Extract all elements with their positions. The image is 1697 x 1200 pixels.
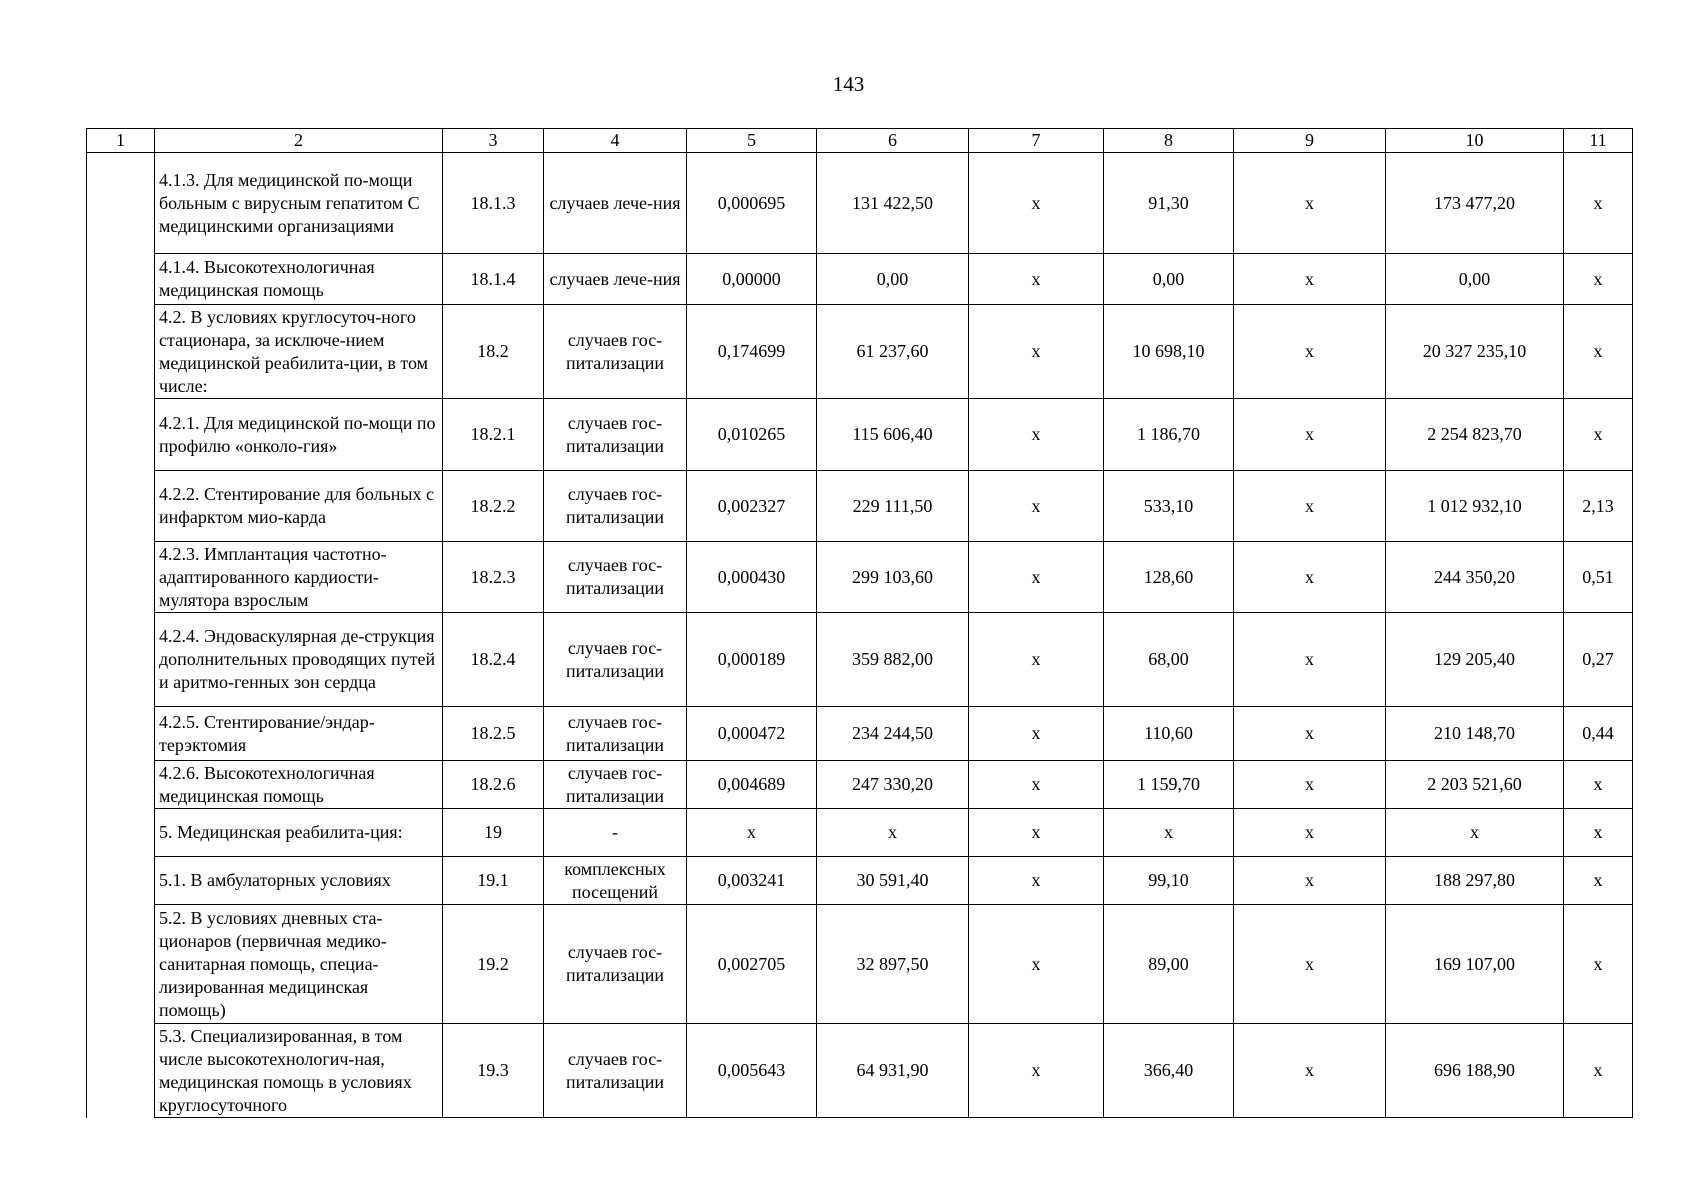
row-unit: - (544, 809, 687, 857)
col6-value: 131 422,50 (817, 153, 969, 254)
col10-value: 1 012 932,10 (1386, 471, 1564, 542)
table-row (87, 254, 1633, 305)
col9-value: х (1234, 707, 1386, 761)
col7-value: х (969, 254, 1104, 305)
row-name: 5.3. Специализированная, в том числе высокотехнологич-ная, медицинская помощь в условиях круглосуточного (155, 1024, 443, 1118)
table-row (87, 153, 1633, 254)
col7-value: х (969, 707, 1104, 761)
row-name: 4.2. В условиях круглосуточ-ного стационара, за исключе-нием медицинской реабилита-ции, в том числе: (155, 305, 443, 399)
col7-value: х (969, 399, 1104, 471)
row-col1-empty (87, 254, 155, 305)
row-name: 4.2.6. Высокотехнологичная медицинская помощь (155, 761, 443, 809)
row-unit: случаев гос-питализации (544, 399, 687, 471)
col11-value: х (1564, 153, 1633, 254)
row-unit: случаев гос-питализации (544, 542, 687, 613)
row-col1-empty (87, 399, 155, 471)
col11-value: 0,27 (1564, 613, 1633, 707)
col8-value: 110,60 (1104, 707, 1234, 761)
col5-value: 0,005643 (687, 1024, 817, 1118)
table-row (87, 857, 1633, 905)
col11-value: х (1564, 809, 1633, 857)
row-col1-empty (87, 905, 155, 1024)
row-col1-empty (87, 542, 155, 613)
row-unit: случаев гос-питализации (544, 305, 687, 399)
row-code: 18.1.3 (443, 153, 544, 254)
col9-value: х (1234, 809, 1386, 857)
col5-value: 0,010265 (687, 399, 817, 471)
row-name: 5.1. В амбулаторных условиях (155, 857, 443, 905)
col8-value: 1 186,70 (1104, 399, 1234, 471)
col5-value: 0,000189 (687, 613, 817, 707)
col11-value: 2,13 (1564, 471, 1633, 542)
row-unit: комплексных посещений (544, 857, 687, 905)
col11-value: х (1564, 857, 1633, 905)
col8-value: 68,00 (1104, 613, 1234, 707)
row-name: 4.1.4. Высокотехнологичная медицинская помощь (155, 254, 443, 305)
col7-value: х (969, 542, 1104, 613)
row-unit: случаев гос-питализации (544, 707, 687, 761)
row-code: 18.1.4 (443, 254, 544, 305)
col6-value: 0,00 (817, 254, 969, 305)
row-col1-empty (87, 1024, 155, 1118)
col5-value: 0,003241 (687, 857, 817, 905)
col8-value: 1 159,70 (1104, 761, 1234, 809)
col10-value: 20 327 235,10 (1386, 305, 1564, 399)
col6-value: 32 897,50 (817, 905, 969, 1024)
header-cell: 4 (544, 129, 687, 153)
col9-value: х (1234, 305, 1386, 399)
table-row (87, 471, 1633, 542)
col5-value: 0,000695 (687, 153, 817, 254)
header-row (87, 129, 1633, 153)
table-row (87, 613, 1633, 707)
row-unit: случаев гос-питализации (544, 905, 687, 1024)
row-unit: случаев гос-питализации (544, 761, 687, 809)
col7-value: х (969, 857, 1104, 905)
table-row (87, 809, 1633, 857)
row-unit: случаев лече-ния (544, 254, 687, 305)
col7-value: х (969, 905, 1104, 1024)
col9-value: х (1234, 905, 1386, 1024)
header-cell: 1 (87, 129, 155, 153)
col7-value: х (969, 471, 1104, 542)
row-code: 18.2 (443, 305, 544, 399)
col6-value: 61 237,60 (817, 305, 969, 399)
row-name: 4.1.3. Для медицинской по-мощи больным с вирусным гепатитом С медицинскими организациями (155, 153, 443, 254)
table-row (87, 399, 1633, 471)
row-unit: случаев гос-питализации (544, 471, 687, 542)
row-unit: случаев гос-питализации (544, 613, 687, 707)
header-cell: 3 (443, 129, 544, 153)
col10-value: 0,00 (1386, 254, 1564, 305)
header-cell: 8 (1104, 129, 1234, 153)
col5-value: 0,00000 (687, 254, 817, 305)
col6-value: 30 591,40 (817, 857, 969, 905)
header-cell: 5 (687, 129, 817, 153)
header-cell: 2 (155, 129, 443, 153)
table-row (87, 761, 1633, 809)
col10-value: 129 205,40 (1386, 613, 1564, 707)
row-code: 18.2.6 (443, 761, 544, 809)
col7-value: х (969, 761, 1104, 809)
row-col1-empty (87, 153, 155, 254)
col10-value: 696 188,90 (1386, 1024, 1564, 1118)
col11-value: 0,44 (1564, 707, 1633, 761)
col8-value: 89,00 (1104, 905, 1234, 1024)
col5-value: 0,002327 (687, 471, 817, 542)
row-col1-empty (87, 857, 155, 905)
col8-value: 366,40 (1104, 1024, 1234, 1118)
row-col1-empty (87, 305, 155, 399)
col9-value: х (1234, 471, 1386, 542)
col6-value: 229 111,50 (817, 471, 969, 542)
col11-value: х (1564, 905, 1633, 1024)
col8-value: 91,30 (1104, 153, 1234, 254)
row-col1-empty (87, 761, 155, 809)
row-code: 18.2.2 (443, 471, 544, 542)
col10-value: 2 203 521,60 (1386, 761, 1564, 809)
col7-value: х (969, 1024, 1104, 1118)
row-col1-empty (87, 613, 155, 707)
col11-value: х (1564, 761, 1633, 809)
header-cell: 10 (1386, 129, 1564, 153)
row-name: 4.2.5. Стентирование/эндар-терэктомия (155, 707, 443, 761)
row-unit: случаев лече-ния (544, 153, 687, 254)
col10-value: 173 477,20 (1386, 153, 1564, 254)
col10-value: 244 350,20 (1386, 542, 1564, 613)
col9-value: х (1234, 761, 1386, 809)
row-name: 4.2.2. Стентирование для больных с инфарктом мио-карда (155, 471, 443, 542)
row-code: 19 (443, 809, 544, 857)
table-row (87, 305, 1633, 399)
row-name: 4.2.3. Имплантация частотно-адаптированного кардиости-мулятора взрослым (155, 542, 443, 613)
row-code: 18.2.4 (443, 613, 544, 707)
col11-value: х (1564, 399, 1633, 471)
col6-value: 64 931,90 (817, 1024, 969, 1118)
header-cell: 6 (817, 129, 969, 153)
col6-value: 359 882,00 (817, 613, 969, 707)
col10-value: 2 254 823,70 (1386, 399, 1564, 471)
col8-value: 533,10 (1104, 471, 1234, 542)
col9-value: х (1234, 613, 1386, 707)
data-table (86, 128, 1633, 1118)
row-col1-empty (87, 707, 155, 761)
col8-value: 128,60 (1104, 542, 1234, 613)
col9-value: х (1234, 542, 1386, 613)
col5-value: 0,000430 (687, 542, 817, 613)
col8-value: 99,10 (1104, 857, 1234, 905)
col10-value: 188 297,80 (1386, 857, 1564, 905)
row-code: 18.2.3 (443, 542, 544, 613)
col5-value: 0,174699 (687, 305, 817, 399)
col9-value: х (1234, 153, 1386, 254)
col10-value: х (1386, 809, 1564, 857)
row-code: 19.1 (443, 857, 544, 905)
col9-value: х (1234, 857, 1386, 905)
col5-value: х (687, 809, 817, 857)
table-row (87, 542, 1633, 613)
col5-value: 0,002705 (687, 905, 817, 1024)
row-name: 4.2.1. Для медицинской по-мощи по профилю «онколо-гия» (155, 399, 443, 471)
row-name: 4.2.4. Эндоваскулярная де-струкция дополнительных проводящих путей и аритмо-генных зон сердца (155, 613, 443, 707)
col6-value: 247 330,20 (817, 761, 969, 809)
col7-value: х (969, 613, 1104, 707)
col6-value: х (817, 809, 969, 857)
col11-value: х (1564, 1024, 1633, 1118)
col9-value: х (1234, 399, 1386, 471)
row-name: 5.2. В условиях дневных ста-ционаров (первичная медико-санитарная помощь, специа-лизированная медицинская помощь) (155, 905, 443, 1024)
row-code: 18.2.1 (443, 399, 544, 471)
col9-value: х (1234, 254, 1386, 305)
row-col1-empty (87, 809, 155, 857)
page-number: 143 (832, 72, 865, 96)
col10-value: 210 148,70 (1386, 707, 1564, 761)
table-row (87, 1024, 1633, 1118)
col9-value: х (1234, 1024, 1386, 1118)
header-cell: 7 (969, 129, 1104, 153)
col6-value: 115 606,40 (817, 399, 969, 471)
row-code: 19.2 (443, 905, 544, 1024)
header-cell: 11 (1564, 129, 1633, 153)
col10-value: 169 107,00 (1386, 905, 1564, 1024)
col6-value: 234 244,50 (817, 707, 969, 761)
col7-value: х (969, 305, 1104, 399)
row-unit: случаев гос-питализации (544, 1024, 687, 1118)
col11-value: 0,51 (1564, 542, 1633, 613)
table-row (87, 905, 1633, 1024)
col11-value: х (1564, 254, 1633, 305)
row-name: 5. Медицинская реабилита-ция: (155, 809, 443, 857)
header-cell: 9 (1234, 129, 1386, 153)
col8-value: 0,00 (1104, 254, 1234, 305)
row-col1-empty (87, 471, 155, 542)
col8-value: х (1104, 809, 1234, 857)
col8-value: 10 698,10 (1104, 305, 1234, 399)
col11-value: х (1564, 305, 1633, 399)
row-code: 19.3 (443, 1024, 544, 1118)
col6-value: 299 103,60 (817, 542, 969, 613)
table-row (87, 707, 1633, 761)
col7-value: х (969, 809, 1104, 857)
col5-value: 0,004689 (687, 761, 817, 809)
col5-value: 0,000472 (687, 707, 817, 761)
row-code: 18.2.5 (443, 707, 544, 761)
col7-value: х (969, 153, 1104, 254)
